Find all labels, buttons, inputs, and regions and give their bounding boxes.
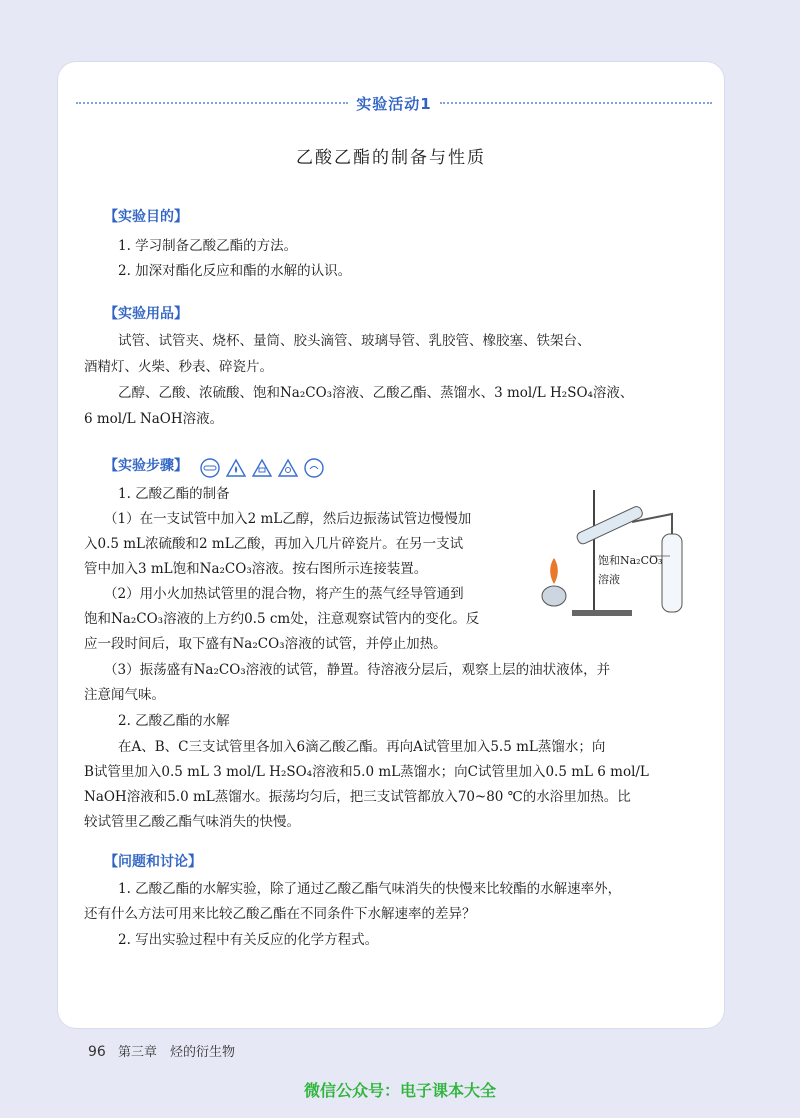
figure-label: 饱和Na₂CO₃ (598, 554, 663, 567)
activity-banner (76, 88, 712, 118)
step-text: 较试管里乙酸乙酯气味消失的快慢。 (84, 814, 300, 830)
discussion-text: 1. 乙酸乙酯的水解实验，除了通过乙酸乙酯气味消失的快慢来比较酯的水解速率外， (118, 881, 622, 897)
step-text: 注意闻气味。 (84, 687, 165, 703)
banner-right-dots (440, 102, 712, 104)
safety-icons (200, 458, 324, 478)
steps-heading: 【实验步骤】 (104, 458, 188, 474)
irritant-icon (278, 458, 298, 478)
purpose-item: 1. 学习制备乙酸乙酯的方法。 (118, 238, 298, 254)
materials-line: 酒精灯、火柴、秒表、碎瓷片。 (84, 359, 273, 375)
discussion-text: 2. 写出实验过程中有关反应的化学方程式。 (118, 932, 379, 948)
step-text: （3）振荡盛有Na₂CO₃溶液的试管，静置。待溶液分层后，观察上层的油状液体，并 (104, 662, 611, 678)
step-text: （2）用小火加热试管里的混合物，将产生的蒸气经导管通到 (104, 586, 464, 602)
materials-line: 6 mol/L NaOH溶液。 (84, 411, 224, 427)
page-number: 96 (88, 1044, 106, 1060)
step2-title: 2. 乙酸乙酯的水解 (118, 713, 230, 729)
purpose-item: 2. 加深对酯化反应和酯的水解的认识。 (118, 263, 352, 279)
step-text: 饱和Na₂CO₃溶液的上方约0.5 cm处，注意观察试管内的变化。反 (84, 611, 480, 627)
step-text: 管中加入3 mL饱和Na₂CO₃溶液。按右图所示连接装置。 (84, 561, 428, 577)
step-text: 在A、B、C三支试管里各加入6滴乙酸乙酯。再向A试管里加入5.5 mL蒸馏水；向 (118, 739, 606, 755)
discussion-text: 还有什么方法可用来比较乙酸乙酯在不同条件下水解速率的差异？ (84, 906, 476, 922)
step-text: NaOH溶液和5.0 mL蒸馏水。振荡均匀后，把三支试管都放入70~80 ℃的水浴里加热。比 (84, 789, 631, 805)
corrosive-icon (252, 458, 272, 478)
banner-label: 实验活动1 (356, 94, 432, 113)
step-text: 应一段时间后，取下盛有Na₂CO₃溶液的试管，并停止加热。 (84, 636, 447, 652)
wechat-watermark: 微信公众号：电子课本大全 (303, 1081, 496, 1100)
banner-left-dots (76, 102, 348, 104)
step-text: （1）在一支试管中加入2 mL乙醇，然后边振荡试管边慢慢加 (104, 511, 472, 527)
step-text: B试管里加入0.5 mL 3 mol/L H₂SO₄溶液和5.0 mL蒸馏水；向C试管里加入0.5 mL 6 mol/L (84, 764, 649, 780)
materials-heading: 【实验用品】 (104, 306, 188, 322)
hand-wash-icon (304, 458, 324, 478)
step-text: 入0.5 mL浓硫酸和2 mL乙酸，再加入几片碎瓷片。在另一支试 (84, 536, 464, 552)
materials-line: 乙醇、乙酸、浓硫酸、饱和Na₂CO₃溶液、乙酸乙酯、蒸馏水、3 mol/L H₂SO₄溶液、 (118, 385, 634, 401)
discussion-heading: 【问题和讨论】 (104, 854, 202, 870)
chapter-label: 第三章 烃的衍生物 (117, 1045, 235, 1060)
purpose-heading: 【实验目的】 (104, 209, 188, 225)
flame-icon (226, 458, 246, 478)
page-title: 乙酸乙酯的制备与性质 (296, 148, 486, 168)
materials-line: 试管、试管夹、烧杯、量筒、胶头滴管、玻璃导管、乳胶管、橡胶塞、铁架台、 (118, 333, 591, 349)
page-footer (88, 1041, 235, 1060)
step1-title: 1. 乙酸乙酯的制备 (118, 486, 230, 502)
figure-label: 溶液 (598, 573, 620, 586)
goggles-icon (200, 458, 220, 478)
